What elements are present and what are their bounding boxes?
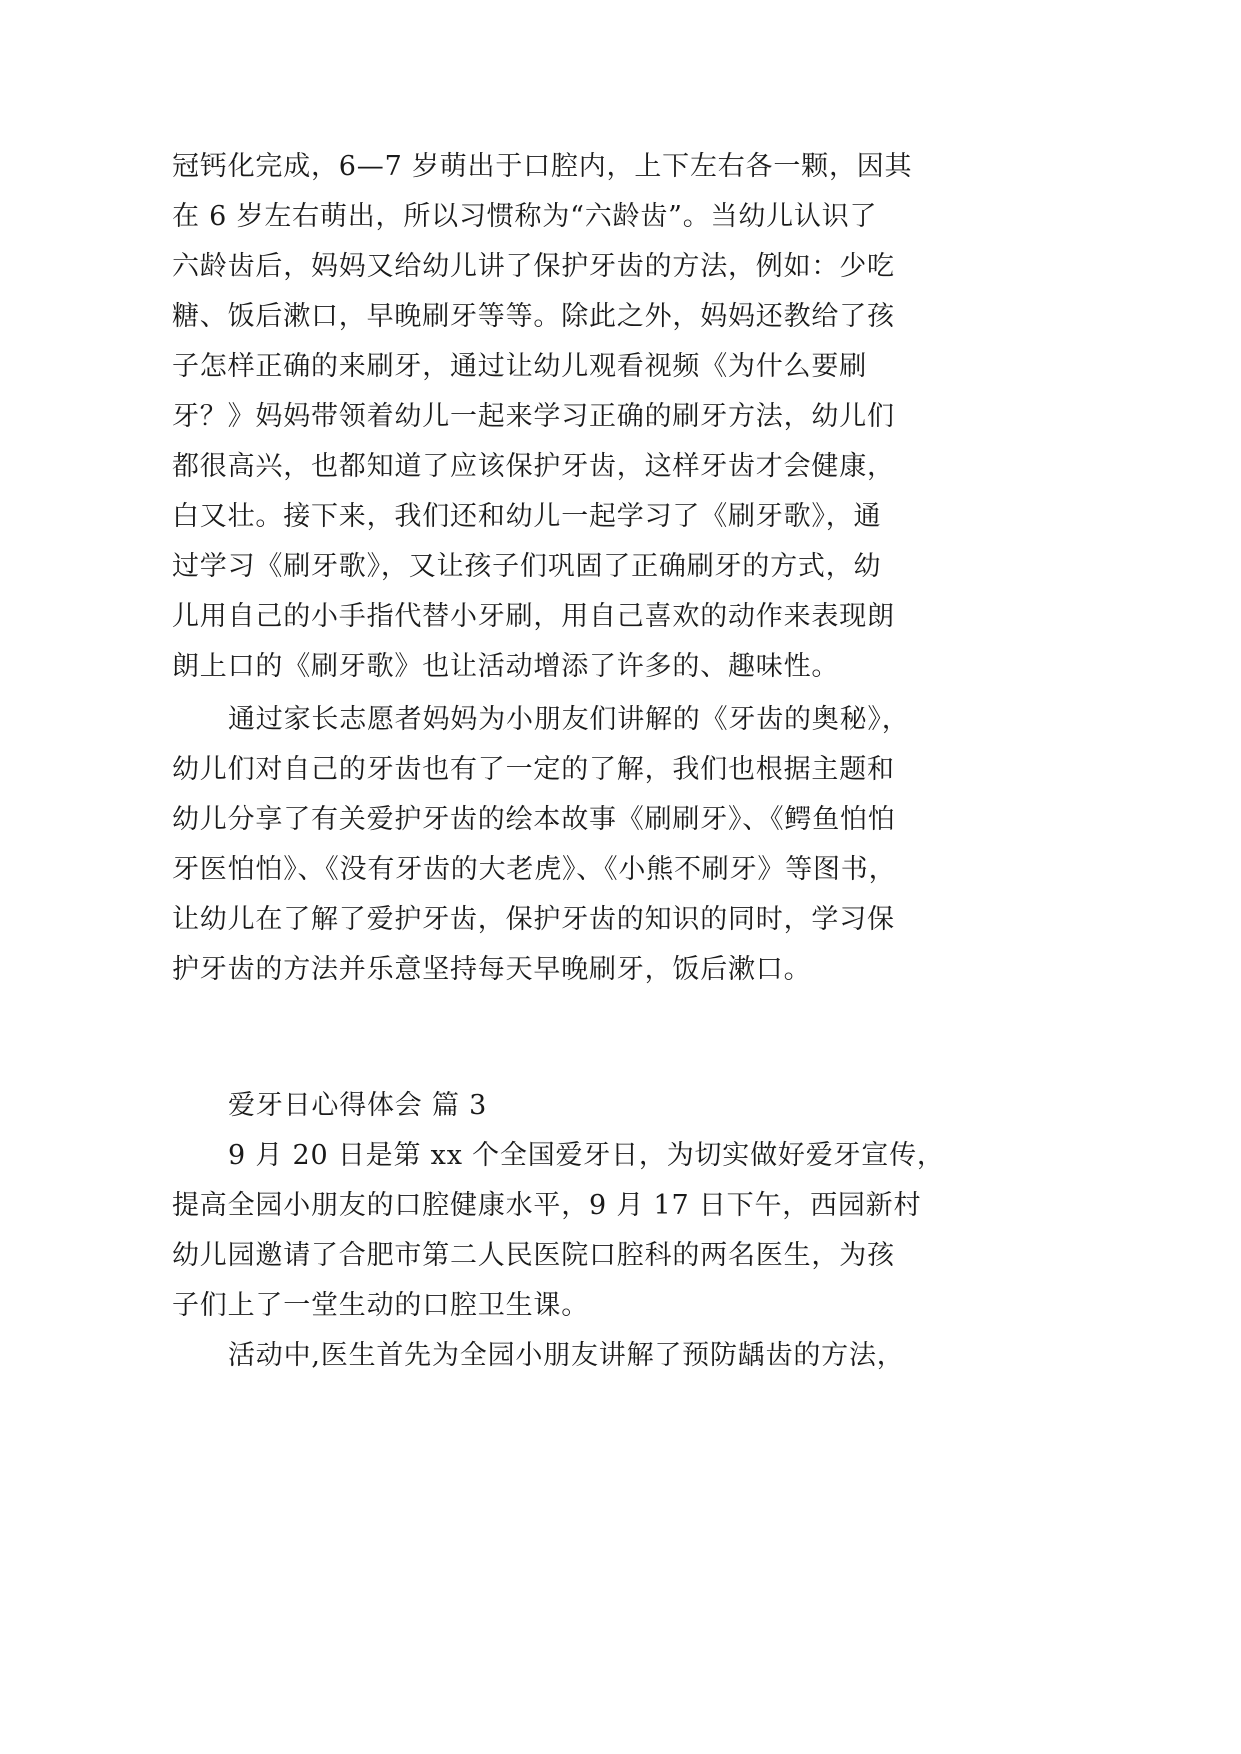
paragraph-line: 冠钙化完成，6—7 岁萌出于口腔内，上下左右各一颗，因其	[172, 151, 913, 182]
paragraph-line: 牙医怕怕》、《没有牙齿的大老虎》、《小熊不刷牙》等图书，	[172, 854, 897, 885]
paragraph-line: 在 6 岁左右萌出，所以习惯称为“六龄齿”。当幼儿认识了	[172, 201, 878, 232]
paragraph-line: 提高全园小朋友的口腔健康水平，9 月 17 日下午，西园新村	[172, 1190, 922, 1221]
paragraph-first-line: 通过家长志愿者妈妈为小朋友们讲解的《牙齿的奥秘》，	[228, 704, 910, 735]
paragraph-line: 过学习《刷牙歌》，又让孩子们巩固了正确刷牙的方式，幼	[172, 551, 882, 582]
paragraph-line: 幼儿们对自己的牙齿也有了一定的了解，我们也根据主题和	[172, 754, 895, 785]
paragraph-line: 儿用自己的小手指代替小牙刷，用自己喜欢的动作来表现朗	[172, 601, 895, 632]
section-heading: 爱牙日心得体会 篇 3	[228, 1090, 488, 1121]
paragraph-line: 子怎样正确的来刷牙，通过让幼儿观看视频《为什么要刷	[172, 351, 867, 382]
paragraph-line: 幼儿园邀请了合肥市第二人民医院口腔科的两名医生，为孩	[172, 1240, 895, 1271]
paragraph-line: 牙？》妈妈带领着幼儿一起来学习正确的刷牙方法，幼儿们	[172, 401, 895, 432]
paragraph-line: 让幼儿在了解了爱护牙齿，保护牙齿的知识的同时，学习保	[172, 904, 895, 935]
paragraph-line: 护牙齿的方法并乐意坚持每天早晚刷牙，饭后漱口。	[172, 954, 812, 985]
paragraph-line: 幼儿分享了有关爱护牙齿的绘本故事《刷刷牙》、《鳄鱼怕怕	[172, 804, 896, 835]
paragraph-line: 六龄齿后，妈妈又给幼儿讲了保护牙齿的方法，例如：少吃	[172, 251, 895, 282]
paragraph-line: 子们上了一堂生动的口腔卫生课。	[172, 1290, 589, 1321]
paragraph-line: 都很高兴，也都知道了应该保护牙齿，这样牙齿才会健康，	[172, 451, 895, 482]
paragraph-first-line: 活动中,医生首先为全园小朋友讲解了预防龋齿的方法，	[228, 1340, 905, 1371]
paragraph-line: 朗上口的《刷牙歌》也让活动增添了许多的、趣味性。	[172, 651, 840, 682]
paragraph-first-line: 9 月 20 日是第 xx 个全国爱牙日，为切实做好爱牙宣传，	[228, 1140, 945, 1171]
paragraph-line: 糖、饭后漱口，早晚刷牙等等。除此之外，妈妈还教给了孩	[172, 301, 895, 332]
paragraph-line: 白又壮。接下来，我们还和幼儿一起学习了《刷牙歌》，通	[172, 501, 882, 532]
